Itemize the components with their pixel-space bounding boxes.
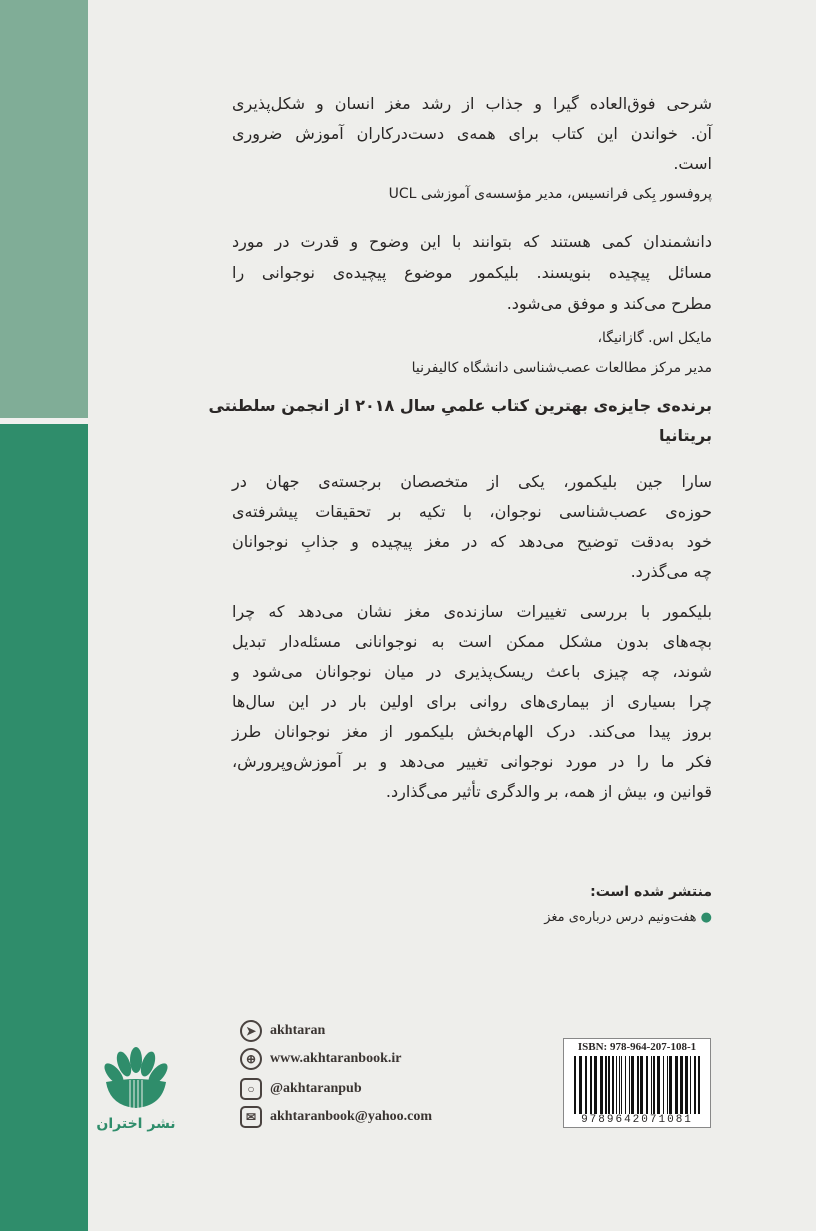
paragraph-line: سارا جین بلیکمور، یکی از متخصصان برجسته‌ی جهان در [232, 472, 712, 491]
barcode-bar [637, 1056, 639, 1114]
barcode-bar [631, 1056, 634, 1114]
barcode-bar [612, 1056, 614, 1114]
barcode-bar [675, 1056, 678, 1114]
paragraph-line: بروز پیدا می‌کند. درک الهام‌بخش بلیکمور از مغز نوجوانان طرز [232, 722, 712, 741]
publisher-name: نشر اختران [96, 1116, 176, 1132]
paragraph-line: بچه‌های بدون مشکل ممکن است به نوجوانانی مسئله‌دار تبدیل [232, 632, 712, 651]
paragraph-line: چرا بسیاری از بیماری‌های روانی برای اولین بار در این سال‌ها [232, 692, 712, 711]
barcode-bar [667, 1056, 668, 1114]
contact-text: @akhtaranpub [270, 1081, 362, 1096]
barcode-bar [629, 1056, 630, 1114]
telegram-icon: ➤ [240, 1020, 262, 1042]
barcode-bar [690, 1056, 691, 1114]
quote-2-attribution-name: مایکل اس. گازانیگا، [597, 330, 712, 346]
barcode-number: 9789642071081 [581, 1114, 693, 1126]
barcode-bar [590, 1056, 592, 1114]
quote-1-line: است. [673, 154, 712, 173]
barcode-bar [694, 1056, 696, 1114]
contact-text: akhtaran [270, 1023, 326, 1038]
published-item [232, 906, 712, 930]
barcode-bar [640, 1056, 643, 1114]
barcode-bar [698, 1056, 700, 1114]
isbn-label: ISBN: 978-964-207-108-1 [577, 1041, 697, 1053]
quote-1-line: آن. خواندن این کتاب برای همه‌ی دست‌درکاران آموزش ضروری [232, 124, 712, 143]
contact-text: www.akhtaranbook.ir [270, 1051, 402, 1066]
contact-website[interactable] [240, 1046, 401, 1072]
barcode-bar [585, 1056, 587, 1114]
published-heading: منتشر شده است: [590, 884, 712, 900]
barcode-bar [663, 1056, 664, 1114]
barcode-bar [616, 1056, 617, 1114]
contact-text: akhtaranbook@yahoo.com [270, 1109, 432, 1124]
award-line: برنده‌ی جایزه‌ی بهترین کتاب علمیِ سال ۲۰۱۸ از انجمن سلطنتی [208, 396, 712, 415]
quote-1-attribution: پروفسور بِکی فرانسیس، مدیر مؤسسه‌ی آموزشی UCL [388, 186, 712, 202]
barcode-bar [625, 1056, 626, 1114]
quote-2-line: مطرح می‌کند و موفق می‌شود. [506, 294, 712, 313]
barcode-bar [574, 1056, 576, 1114]
paragraph-line: فکر ما را در مورد نوجوانی تغییر می‌دهد و بر آموزش‌وپرورش، [232, 752, 712, 771]
barcode-bar [594, 1056, 597, 1114]
spine-band-bottom [0, 424, 88, 1231]
barcode-bar [605, 1056, 607, 1114]
instagram-icon: ○ [240, 1078, 262, 1100]
contact-telegram[interactable] [240, 1018, 325, 1044]
barcode-bar [685, 1056, 688, 1114]
barcode-bar [621, 1056, 622, 1114]
barcode-bar [680, 1056, 683, 1114]
barcode-bar [646, 1056, 648, 1114]
award-line: بریتانیا [658, 426, 712, 445]
barcode-bars [574, 1056, 704, 1114]
barcode-bar [579, 1056, 582, 1114]
quote-2-attribution-role: مدیر مرکز مطالعات عصب‌شناسی دانشگاه کالیفرنیا [411, 360, 712, 376]
bullet-icon: ● [696, 910, 712, 925]
paragraph-line: چه می‌گذرد. [630, 562, 712, 581]
paragraph-line: خود به‌دقت توضیح می‌دهد که در مغز پیچیده و جذابِ نوجوانان [232, 532, 712, 551]
email-icon: ✉ [240, 1106, 262, 1128]
spine-band-top [0, 0, 88, 418]
paragraph-line: حوزه‌ی عصب‌شناسی نوجوان، با تکیه بر تحقیقات پیشرفته‌ی [232, 502, 712, 521]
quote-2-line: مسائل پیچیده بنویسند. بلیکمور موضوع پیچیده‌ی نوجوانی را [232, 263, 712, 282]
globe-icon: ⊕ [240, 1048, 262, 1070]
contact-instagram[interactable] [240, 1076, 362, 1102]
published-item-title: هفت‌ونیم درس درباره‌ی مغز [544, 910, 697, 925]
quote-1-line: شرحی فوق‌العاده گیرا و جذاب از رشد مغز انسان و شکل‌پذیری [232, 94, 712, 113]
publisher-logo [96, 1046, 176, 1136]
publisher-logo-mark [96, 1046, 176, 1108]
paragraph-line: شوند، چه چیزی باعث ریسک‌پذیری در میان نوجوانان می‌شود و [232, 662, 712, 681]
paragraph-line: بلیکمور با بررسی تغییرات سازنده‌ی مغز نشان می‌دهد که چرا [232, 602, 712, 621]
contact-email[interactable] [240, 1104, 432, 1130]
barcode-bar [619, 1056, 620, 1114]
barcode-bar [600, 1056, 603, 1114]
quote-2-line: دانشمندان کمی هستند که بتوانند با این وضوح و قدرت در مورد [232, 232, 712, 251]
paragraph-line: قوانین و، بیش از همه، بر والدگری تأثیر می‌گذارد. [385, 782, 712, 801]
barcode-bar [653, 1056, 655, 1114]
barcode-bar [651, 1056, 652, 1114]
barcode-bar [669, 1056, 672, 1114]
barcode-bar [657, 1056, 660, 1114]
barcode-bar [608, 1056, 610, 1114]
isbn-barcode [563, 1038, 711, 1128]
